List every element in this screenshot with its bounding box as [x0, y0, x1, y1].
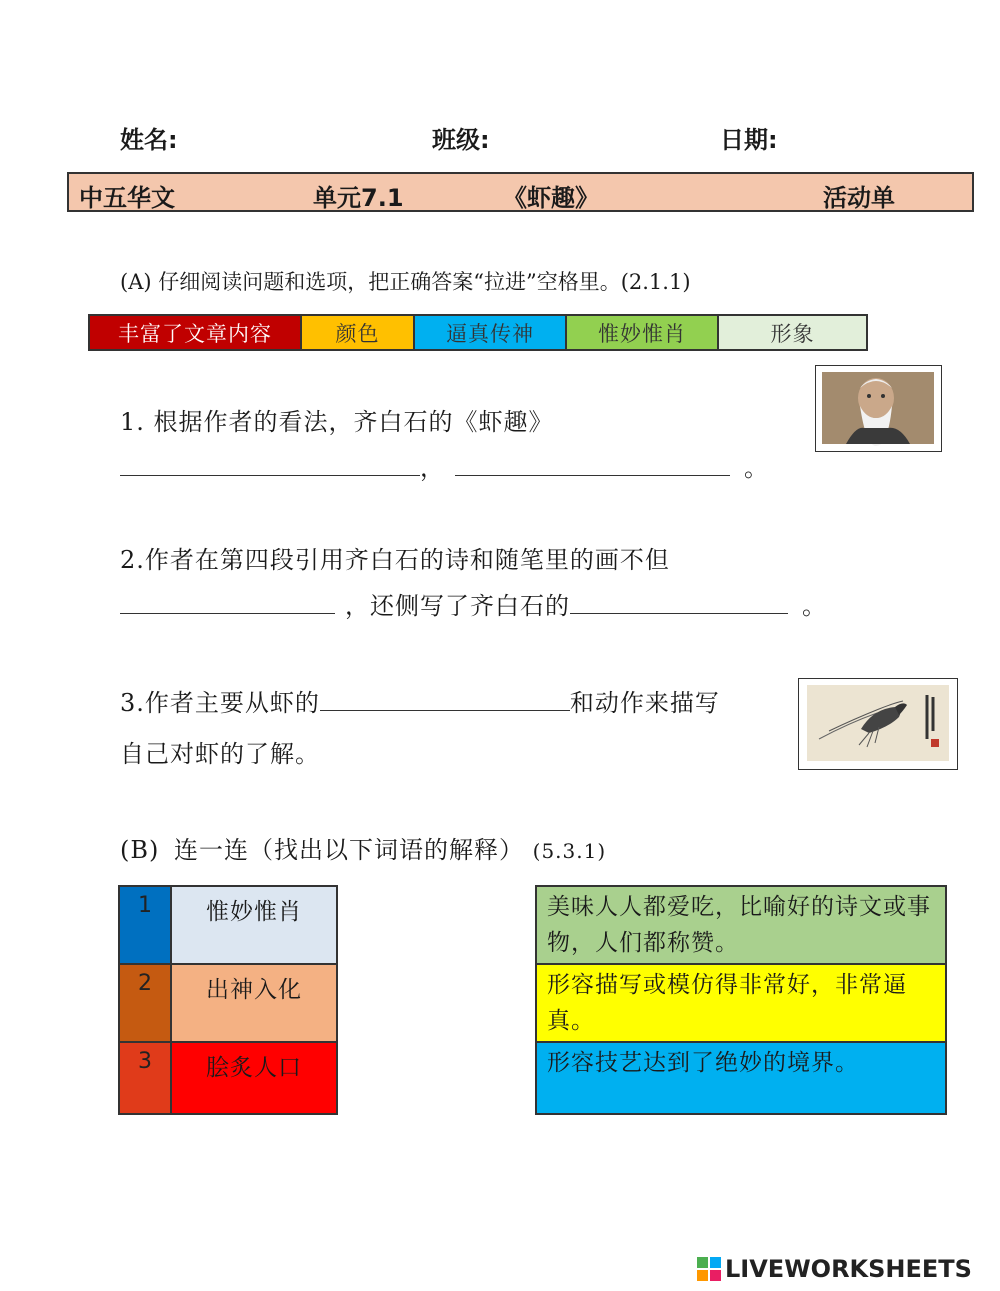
term-number: 2	[120, 965, 172, 1041]
definition-row-1[interactable]: 美味人人都爱吃，比喻好的诗文或事物，人们都称赞。	[537, 887, 945, 965]
grade-title: 中五华文	[79, 184, 175, 212]
section-b-heading	[120, 830, 606, 865]
word-chip-label: 逼真传神	[446, 321, 534, 346]
question-1-answer-line	[120, 448, 769, 483]
term-text: 出神入化	[172, 965, 336, 1041]
question-1-text: 1. 根据作者的看法，齐白石的《虾趣》	[120, 408, 554, 436]
question-2-text: 2.作者在第四段引用齐白石的诗和随笔里的画不但	[120, 546, 670, 574]
term-text: 脍炙人口	[172, 1043, 336, 1113]
question-3-line2: 自己对虾的了解。	[120, 740, 320, 768]
definition-row-2[interactable]: 形容描写或模仿得非常好，非常逼真。	[537, 965, 945, 1043]
name-label: 姓名:	[120, 126, 178, 154]
q1-comma: ，	[420, 454, 445, 482]
word-chip-4[interactable]	[567, 316, 719, 349]
question-3-answer-line	[120, 683, 720, 718]
word-chip-5[interactable]	[719, 316, 866, 349]
q2-period: 。	[802, 592, 827, 620]
section-b-label: (B)	[120, 836, 160, 864]
term-row-3[interactable]	[120, 1043, 336, 1113]
title-bar	[67, 172, 974, 212]
logo-text: LIVEWORKSHEETS	[725, 1255, 972, 1283]
question-3-text: 3.作者主要从虾的	[120, 689, 320, 717]
word-chip-2[interactable]	[302, 316, 415, 349]
word-chip-1[interactable]	[90, 316, 302, 349]
section-a-instruction: (A) 仔细阅读问题和选项，把正确答案“拉进”空格里。(2.1.1)	[120, 270, 691, 294]
word-chip-label: 惟妙惟肖	[598, 321, 686, 346]
word-chip-3[interactable]	[415, 316, 567, 349]
section-b-code: (5.3.1)	[532, 839, 607, 863]
q1-period: 。	[744, 454, 769, 482]
term-row-2[interactable]	[120, 965, 336, 1043]
worksheet-type: 活动单	[823, 184, 895, 212]
word-chip-label: 丰富了文章内容	[118, 321, 272, 346]
definitions-table	[535, 885, 947, 1115]
unit-title: 单元7.1	[313, 184, 404, 212]
blank-3a[interactable]	[320, 686, 570, 711]
word-bank	[88, 314, 868, 351]
blank-2b[interactable]	[570, 589, 788, 614]
portrait-photo-frame	[815, 365, 942, 452]
term-number: 3	[120, 1043, 172, 1113]
lesson-title: 《虾趣》	[503, 184, 599, 212]
term-row-1[interactable]	[120, 887, 336, 965]
section-b-title: 连一连（找出以下词语的解释）	[174, 836, 525, 864]
shrimp-painting-frame	[798, 678, 958, 770]
shrimp-painting-image	[799, 679, 956, 768]
blank-1a[interactable]	[120, 451, 420, 476]
q2-middle-text: ，还侧写了齐白石的	[345, 592, 570, 620]
class-label: 班级:	[432, 126, 490, 154]
term-number: 1	[120, 887, 172, 963]
blank-2a[interactable]	[120, 589, 335, 614]
logo-icon	[697, 1257, 721, 1281]
date-label: 日期:	[720, 126, 778, 154]
word-chip-label: 颜色	[335, 321, 380, 346]
definition-row-3[interactable]: 形容技艺达到了绝妙的境界。	[537, 1043, 945, 1113]
liveworksheets-logo	[697, 1255, 972, 1283]
q3-middle-text: 和动作来描写	[569, 689, 720, 717]
terms-table	[118, 885, 338, 1115]
portrait-image	[816, 366, 940, 450]
word-chip-label: 形象	[770, 321, 815, 346]
blank-1b[interactable]	[455, 451, 730, 476]
term-text: 惟妙惟肖	[172, 887, 336, 963]
question-2-answer-line	[120, 586, 827, 621]
